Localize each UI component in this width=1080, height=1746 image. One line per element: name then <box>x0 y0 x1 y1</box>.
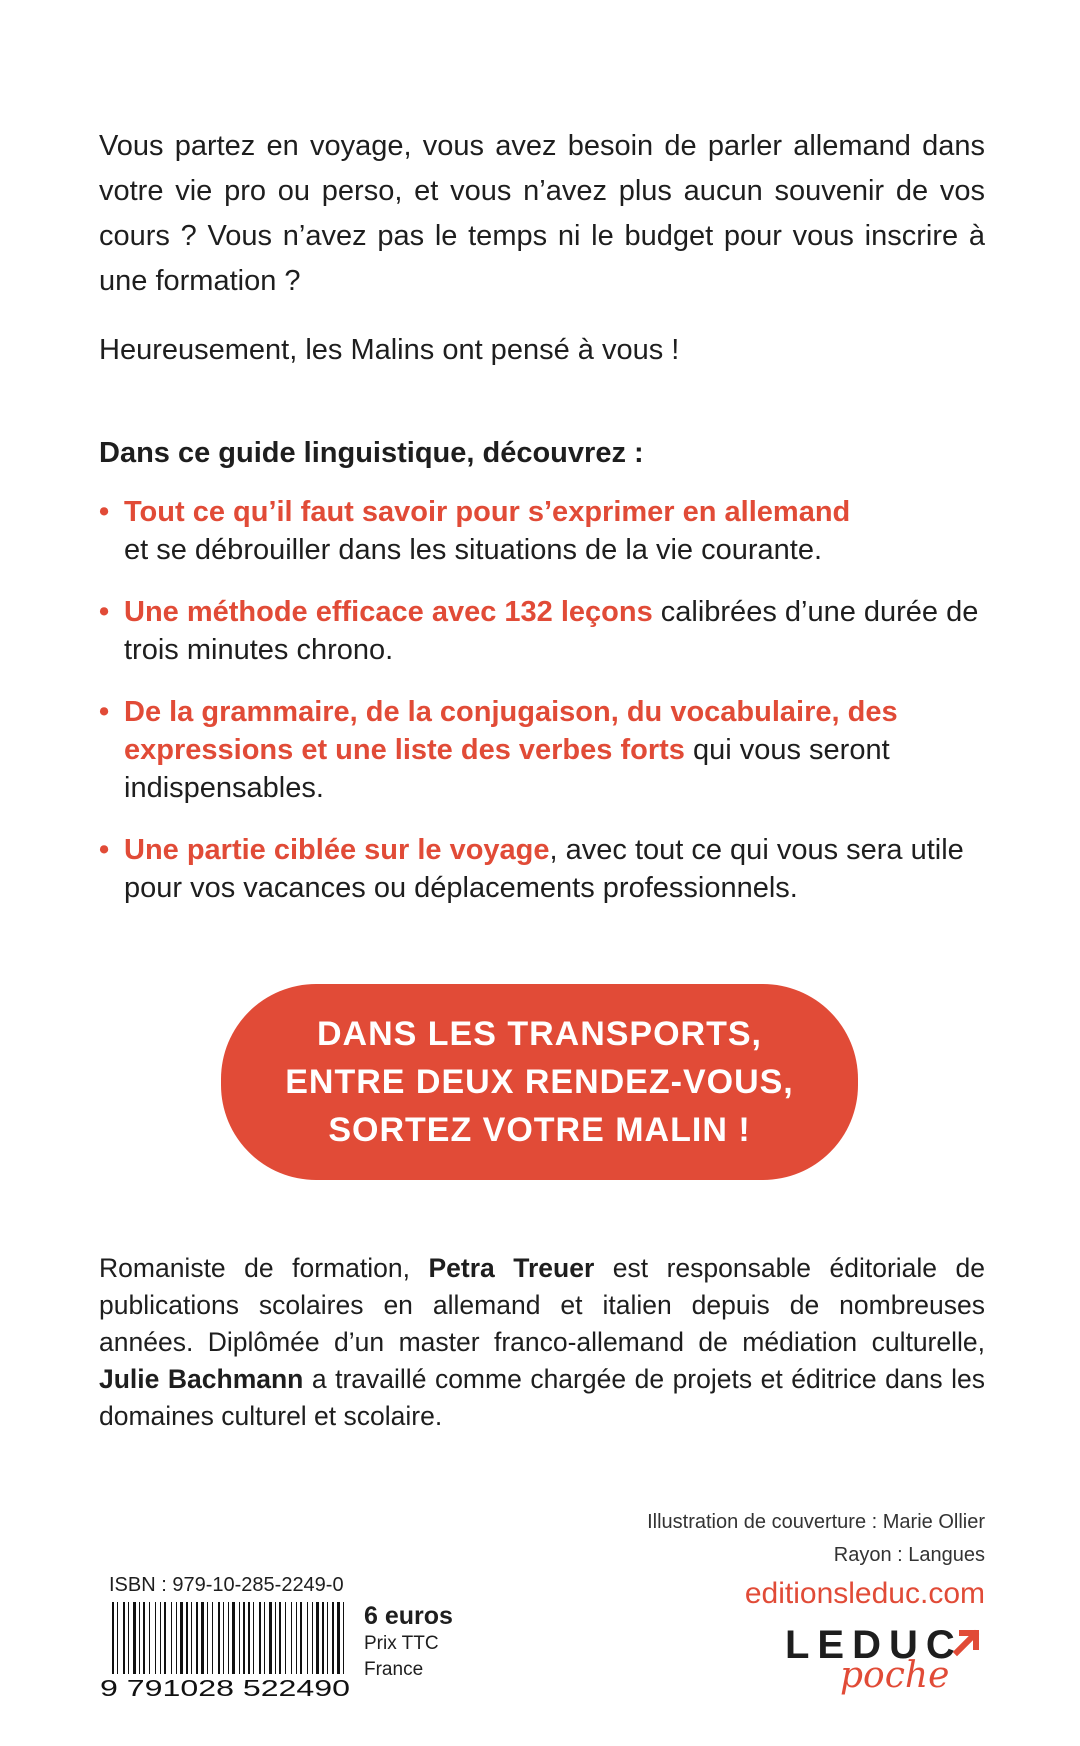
author-name: Petra Treuer <box>428 1253 595 1283</box>
price-block <box>364 1601 453 1683</box>
barcode-bar <box>196 1602 198 1674</box>
feature-item <box>99 693 989 807</box>
barcode-bar <box>139 1602 140 1674</box>
illustration-credit: Illustration de couverture : Marie Ollier <box>647 1511 985 1533</box>
barcode-bar <box>123 1602 125 1674</box>
slogan-line: DANS LES TRANSPORTS, <box>316 1015 763 1053</box>
feature-highlight: De la grammaire, de la conjugaison, du vocabulaire, des expressions et une liste des verbes forts <box>124 696 898 766</box>
feature-text: calibrées d’une durée de trois minutes chrono. <box>124 596 979 666</box>
price-amount: 6 euros <box>364 1602 453 1630</box>
barcode-bar <box>232 1602 235 1674</box>
barcode <box>100 1602 352 1700</box>
barcode-bar <box>133 1602 136 1674</box>
intro-paragraph: Vous partez en voyage, vous avez besoin de parler allemand dans votre vie pro ou perso, et vous n’avez plus aucun souvenir de vos cours ? Vous n’avez pas le temps ni le budget pour vous inscrire à une formation ? <box>99 130 985 297</box>
feature-text: qui vous seront indispensables. <box>124 734 890 804</box>
slogan-line: ENTRE DEUX RENDEZ-VOUS, <box>285 1063 794 1101</box>
barcode-bar <box>239 1602 240 1674</box>
barcode-bar <box>291 1602 292 1674</box>
bullet-icon: • <box>99 596 110 628</box>
publisher-logo <box>785 1623 985 1703</box>
barcode-bar <box>228 1602 229 1674</box>
logo-subtitle: poche <box>840 1655 950 1696</box>
barcode-bar <box>191 1602 192 1674</box>
feature-highlight: Tout ce qu’il faut savoir pour s’exprimer en allemand <box>124 496 851 528</box>
barcode-bar <box>316 1602 319 1674</box>
barcode-bar <box>343 1602 344 1674</box>
barcode-bar <box>248 1602 250 1674</box>
barcode-bar <box>337 1602 340 1674</box>
feature-highlight: Une méthode efficace avec 132 leçons <box>124 596 653 628</box>
barcode-bar <box>164 1602 166 1674</box>
barcode-bar <box>149 1602 150 1674</box>
feature-text: , avec tout ce qui vous sera utile pour vos vacances ou déplacements professionnels. <box>124 834 964 904</box>
guide-heading: Dans ce guide linguistique, découvrez : <box>99 437 644 469</box>
bio-text: est responsable éditoriale de publications scolaires en allemand et italien depuis de nombreuses années. Diplômée d’un master franco-allemand de médiation culturelle, <box>99 1253 985 1357</box>
barcode-bar <box>171 1602 172 1674</box>
bullet-icon: • <box>99 696 110 728</box>
barcode-bar <box>176 1602 177 1674</box>
author-bio <box>99 1250 985 1435</box>
credits <box>647 1506 985 1572</box>
barcode-bar <box>253 1602 254 1674</box>
slogan-line: SORTEZ VOTRE MALIN ! <box>328 1111 751 1149</box>
price-country: France <box>364 1659 424 1680</box>
barcode-digits: 9 791028 522490 <box>100 1675 350 1700</box>
barcode-bar <box>279 1602 281 1674</box>
barcode-bar <box>201 1602 204 1674</box>
barcode-bar <box>155 1602 156 1674</box>
barcode-bar <box>300 1602 302 1674</box>
barcode-bar <box>143 1602 145 1674</box>
shelf-category: Rayon : Langues <box>833 1544 985 1566</box>
barcode-bar <box>269 1602 272 1674</box>
feature-item <box>99 831 989 907</box>
price-tax-note: Prix TTC <box>364 1633 439 1654</box>
barcode-bar <box>296 1602 297 1674</box>
feature-list <box>99 493 989 931</box>
isbn-label: ISBN : 979-10-285-2249-0 <box>109 1574 344 1596</box>
author-name: Julie Bachmann <box>99 1364 304 1394</box>
barcode-bar <box>243 1602 245 1674</box>
barcode-bar <box>128 1602 129 1674</box>
barcode-bar <box>212 1602 213 1674</box>
barcode-bar <box>218 1602 220 1674</box>
feature-highlight: Une partie ciblée sur le voyage <box>124 834 550 866</box>
barcode-bar <box>180 1602 183 1674</box>
feature-item <box>99 593 989 669</box>
barcode-bar <box>307 1602 308 1674</box>
barcode-bar <box>264 1602 265 1674</box>
barcode-bar <box>259 1602 261 1674</box>
barcode-bar <box>275 1602 276 1674</box>
barcode-bar <box>223 1602 224 1674</box>
barcode-bar <box>117 1602 118 1674</box>
barcode-bar <box>186 1602 188 1674</box>
barcode-bar <box>322 1602 324 1674</box>
publisher-website[interactable]: editionsleduc.com <box>744 1577 985 1610</box>
bio-text: a travaillé comme chargée de projets et éditrice dans les domaines culturel et scolaire. <box>99 1364 985 1431</box>
barcode-bar <box>332 1602 334 1674</box>
barcode-bar <box>312 1602 313 1674</box>
barcode-bar <box>327 1602 328 1674</box>
feature-item <box>99 493 989 569</box>
feature-text: et se débrouiller dans les situations de la vie courante. <box>124 534 823 566</box>
barcode-bar <box>285 1602 286 1674</box>
slogan-banner <box>221 984 858 1180</box>
intro-tagline: Heureusement, les Malins ont pensé à vous ! <box>99 334 680 366</box>
barcode-bar <box>112 1602 114 1674</box>
bullet-icon: • <box>99 834 110 866</box>
barcode-bar <box>207 1602 208 1674</box>
arrow-icon <box>951 1627 981 1657</box>
barcode-bar <box>160 1602 161 1674</box>
bio-text: Romaniste de formation, <box>99 1253 429 1283</box>
logo-wordmark: LEDUC <box>785 1623 963 1667</box>
bullet-icon: • <box>99 496 110 528</box>
